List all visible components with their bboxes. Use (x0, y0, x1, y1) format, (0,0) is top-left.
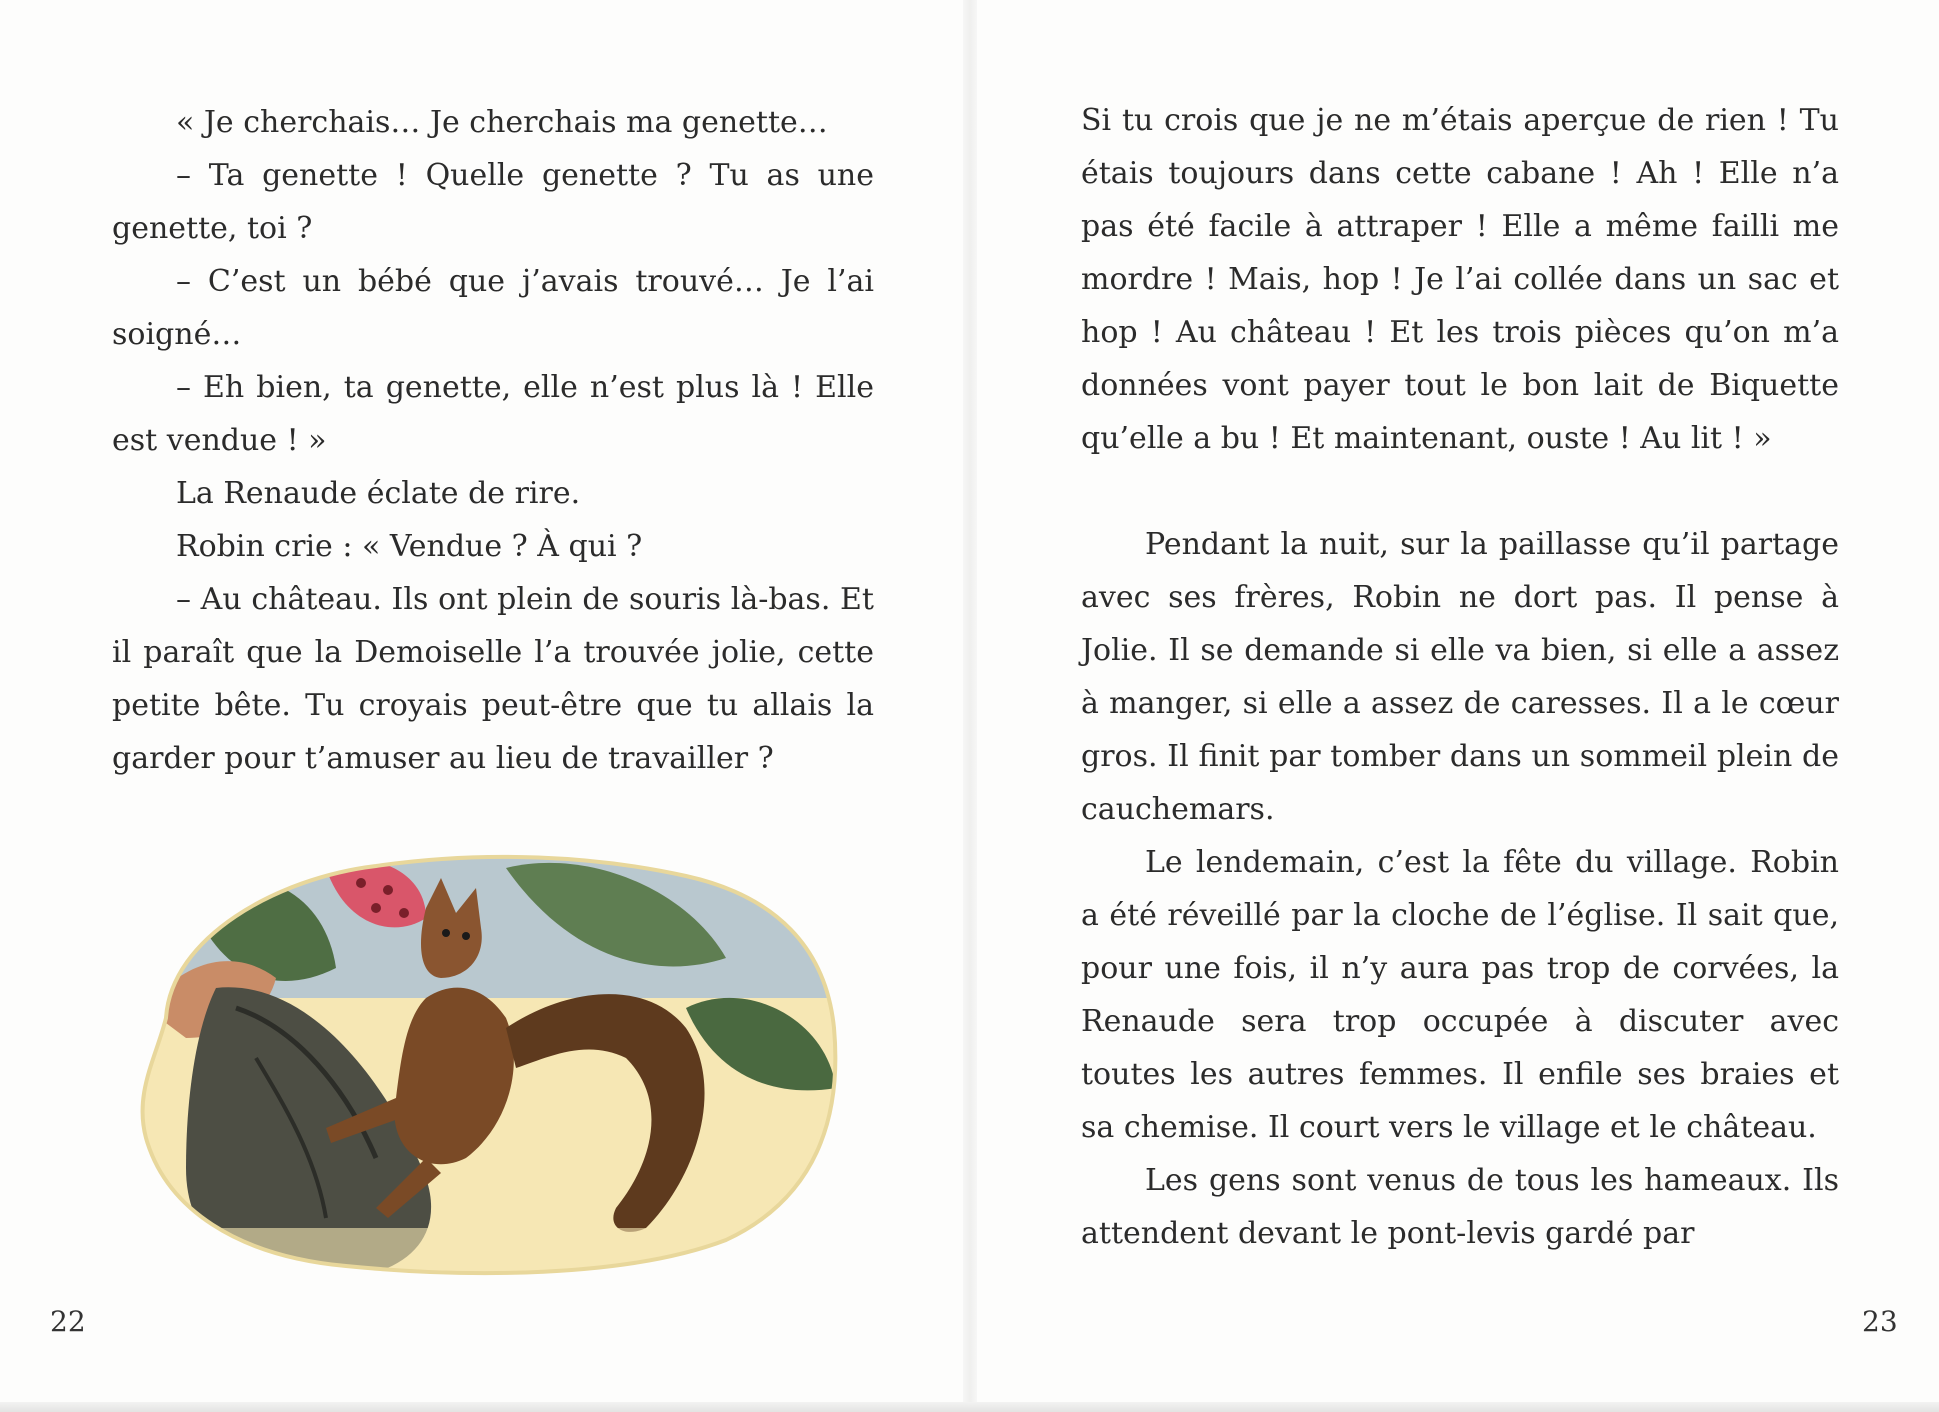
paragraph: – Eh bien, ta genette, elle n’est plus là ! Elle est vendue ! » (112, 370, 874, 458)
right-page-text (1081, 94, 1839, 1260)
illustration-background (126, 828, 842, 1280)
left-page-text (112, 96, 874, 785)
book-gutter (963, 0, 977, 1412)
paragraph: Pendant la nuit, sur la paillasse qu’il partage avec ses frères, Robin ne dort pas. Il pense à Jolie. Il se demande si elle va bien, si elle a assez à manger, si elle a assez de caresses. Il a le cœur gros. Il finit par tomber dans un sommeil plein de cauchemars. (1081, 527, 1839, 827)
paragraph: La Renaude éclate de rire. (176, 476, 581, 511)
page-number: 23 (1862, 1305, 1898, 1338)
paragraph: – C’est un bébé que j’avais trouvé… Je l’ai soigné… (112, 264, 874, 352)
paragraph: Le lendemain, c’est la fête du village. Robin a été réveillé par la cloche de l’église. Il sait que, pour une fois, il n’y aura pas trop de corvées, la Renaude sera trop occupée à discuter avec toutes les autres femmes. Il enfile ses braies et sa chemise. Il court vers le village et le château. (1081, 845, 1839, 1145)
paragraph: Robin crie : « Vendue ? À qui ? (176, 529, 643, 564)
paragraph: « Je cherchais… Je cherchais ma genette… (176, 105, 828, 140)
paragraph: Si tu crois que je ne m’étais aperçue de rien ! Tu étais toujours dans cette cabane ! Ah ! Elle n’a pas été facile à attraper ! Elle a même failli me mordre ! Mais, hop ! Je l’ai collée dans un sac et hop ! Au château ! Et les trois pièces qu’on m’a données vont payer tout le bon lait de Biquette qu’elle a bu ! Et maintenant, ouste ! Au lit ! » (1081, 103, 1839, 456)
genet-in-sack-illustration (126, 828, 842, 1280)
paragraph: – Ta genette ! Quelle genette ? Tu as une genette, toi ? (112, 158, 874, 246)
page-bottom-edge (0, 1402, 1939, 1412)
paragraph: Les gens sont venus de tous les hameaux. Ils attendent devant le pont-levis gardé par (1081, 1163, 1839, 1251)
left-page (0, 0, 965, 1412)
paragraph: – Au château. Ils ont plein de souris là-bas. Et il paraît que la Demoiselle l’a trouvée jolie, cette petite bête. Tu croyais peut-être que tu allais la garder pour t’amuser au lieu de travailler ? (112, 582, 874, 776)
right-page (977, 0, 1939, 1412)
page-number: 22 (50, 1305, 86, 1338)
